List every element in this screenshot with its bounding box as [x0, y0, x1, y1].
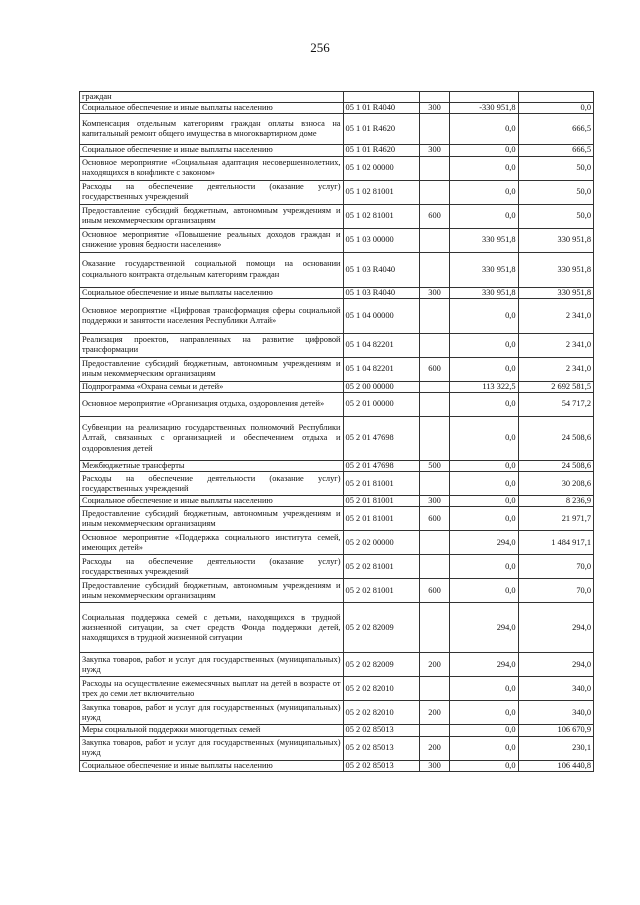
row-type-cell: [419, 333, 449, 357]
row-name-cell: Социальное обеспечение и иные выплаты населению: [80, 103, 344, 114]
row-name-cell: граждан: [80, 92, 344, 103]
row-name-cell: Основное мероприятие «Социальная адаптация несовершеннолетних, находящихся в конфликте с законом»: [80, 156, 344, 180]
row-code-cell: 05 1 04 82201: [343, 357, 419, 381]
row-value-1-cell: 0,0: [450, 204, 518, 228]
row-name-cell: Субвенции на реализацию государственных полномочий Республики Алтай, связанных с организацией и обеспечением отдыха и оздоровления детей: [80, 417, 344, 461]
row-code-cell: 05 1 01 R4620: [343, 145, 419, 156]
row-type-cell: [419, 298, 449, 333]
row-type-cell: [419, 603, 449, 653]
row-code-cell: 05 1 01 R4620: [343, 114, 419, 145]
row-code-cell: 05 2 01 00000: [343, 393, 419, 417]
row-type-cell: 200: [419, 653, 449, 677]
row-value-2-cell: 2 341,0: [518, 298, 593, 333]
table-row: [80, 114, 594, 145]
row-value-2-cell: 2 341,0: [518, 333, 593, 357]
table-row: [80, 701, 594, 725]
table-row: [80, 333, 594, 357]
row-value-1-cell: 0,0: [450, 461, 518, 472]
row-value-1-cell: 0,0: [450, 333, 518, 357]
table-row: [80, 579, 594, 603]
page-number: 256: [310, 40, 330, 55]
row-code-cell: 05 1 03 R4040: [343, 287, 419, 298]
row-type-cell: [419, 393, 449, 417]
table-row: [80, 725, 594, 736]
row-value-2-cell: 330 951,8: [518, 252, 593, 287]
row-value-1-cell: 0,0: [450, 736, 518, 760]
table-row: [80, 496, 594, 507]
row-name-cell: Предоставление субсидий бюджетным, автономным учреждениям и иным некоммерческим организациям: [80, 579, 344, 603]
row-type-cell: [419, 114, 449, 145]
row-value-2-cell: 2 341,0: [518, 357, 593, 381]
row-type-cell: 600: [419, 579, 449, 603]
table-row: [80, 252, 594, 287]
row-value-1-cell: -330 951,8: [450, 103, 518, 114]
row-name-cell: Закупка товаров, работ и услуг для государственных (муниципальных) нужд: [80, 653, 344, 677]
row-code-cell: 05 2 00 00000: [343, 381, 419, 392]
row-code-cell: 05 2 01 81001: [343, 507, 419, 531]
row-code-cell: 05 1 02 81001: [343, 204, 419, 228]
row-value-1-cell: 0,0: [450, 555, 518, 579]
row-name-cell: Межбюджетные трансферты: [80, 461, 344, 472]
row-type-cell: [419, 417, 449, 461]
row-value-1-cell: [450, 92, 518, 103]
row-value-1-cell: 0,0: [450, 180, 518, 204]
row-value-1-cell: 0,0: [450, 417, 518, 461]
row-value-2-cell: 50,0: [518, 204, 593, 228]
row-value-2-cell: 2 692 581,5: [518, 381, 593, 392]
row-type-cell: [419, 381, 449, 392]
table-row: [80, 760, 594, 771]
row-type-cell: [419, 555, 449, 579]
row-value-1-cell: 0,0: [450, 579, 518, 603]
row-code-cell: 05 2 02 85013: [343, 725, 419, 736]
row-type-cell: [419, 472, 449, 496]
row-name-cell: Расходы на осуществление ежемесячных выплат на детей в возрасте от трех до семи лет включительно: [80, 677, 344, 701]
row-type-cell: 300: [419, 145, 449, 156]
row-name-cell: Социальное обеспечение и иные выплаты населению: [80, 496, 344, 507]
row-value-2-cell: 340,0: [518, 701, 593, 725]
table-row: [80, 507, 594, 531]
row-value-2-cell: 330 951,8: [518, 228, 593, 252]
row-code-cell: 05 2 02 82009: [343, 603, 419, 653]
table-row: [80, 204, 594, 228]
row-value-1-cell: 0,0: [450, 507, 518, 531]
row-name-cell: Социальное обеспечение и иные выплаты населению: [80, 287, 344, 298]
row-value-2-cell: 24 508,6: [518, 461, 593, 472]
row-value-2-cell: 666,5: [518, 145, 593, 156]
row-name-cell: Расходы на обеспечение деятельности (оказание услуг) государственных учреждений: [80, 555, 344, 579]
row-name-cell: Подпрограмма «Охрана семьи и детей»: [80, 381, 344, 392]
row-code-cell: 05 1 02 00000: [343, 156, 419, 180]
row-value-2-cell: 70,0: [518, 579, 593, 603]
row-name-cell: Основное мероприятие «Цифровая трансформация сферы социальной поддержки и занятости населения Республики Алтай»: [80, 298, 344, 333]
row-value-1-cell: 0,0: [450, 393, 518, 417]
row-type-cell: [419, 92, 449, 103]
row-value-1-cell: 0,0: [450, 725, 518, 736]
row-type-cell: [419, 180, 449, 204]
row-value-2-cell: 666,5: [518, 114, 593, 145]
row-type-cell: 200: [419, 701, 449, 725]
row-name-cell: Оказание государственной социальной помощи на основании социального контракта отдельным категориям граждан: [80, 252, 344, 287]
row-value-2-cell: 340,0: [518, 677, 593, 701]
table-row: [80, 653, 594, 677]
row-value-2-cell: 230,1: [518, 736, 593, 760]
row-type-cell: [419, 531, 449, 555]
row-value-1-cell: 0,0: [450, 472, 518, 496]
row-value-2-cell: 106 440,8: [518, 760, 593, 771]
row-name-cell: Основное мероприятие «Организация отдыха, оздоровления детей»: [80, 393, 344, 417]
row-name-cell: Расходы на обеспечение деятельности (оказание услуг) государственных учреждений: [80, 472, 344, 496]
row-value-1-cell: 0,0: [450, 145, 518, 156]
row-name-cell: Предоставление субсидий бюджетным, автономным учреждениям и иным некоммерческим организациям: [80, 507, 344, 531]
row-type-cell: 600: [419, 357, 449, 381]
row-code-cell: 05 1 03 R4040: [343, 252, 419, 287]
row-type-cell: 300: [419, 287, 449, 298]
row-name-cell: Меры социальной поддержки многодетных семей: [80, 725, 344, 736]
row-code-cell: 05 2 02 81001: [343, 579, 419, 603]
row-type-cell: 200: [419, 736, 449, 760]
row-name-cell: Социальное обеспечение и иные выплаты населению: [80, 145, 344, 156]
table-row: [80, 417, 594, 461]
row-type-cell: [419, 677, 449, 701]
row-code-cell: 05 2 02 85013: [343, 760, 419, 771]
row-code-cell: 05 2 02 82010: [343, 677, 419, 701]
table-row: [80, 145, 594, 156]
row-name-cell: Расходы на обеспечение деятельности (оказание услуг) государственных учреждений: [80, 180, 344, 204]
row-value-1-cell: 0,0: [450, 357, 518, 381]
row-code-cell: 05 1 01 R4040: [343, 103, 419, 114]
row-value-2-cell: 8 236,9: [518, 496, 593, 507]
row-value-2-cell: 70,0: [518, 555, 593, 579]
table-row: [80, 180, 594, 204]
table-row: [80, 357, 594, 381]
row-type-cell: 600: [419, 204, 449, 228]
table-row: [80, 603, 594, 653]
row-value-2-cell: 0,0: [518, 103, 593, 114]
row-name-cell: Закупка товаров, работ и услуг для государственных (муниципальных) нужд: [80, 701, 344, 725]
row-value-1-cell: 330 951,8: [450, 228, 518, 252]
table-row: [80, 461, 594, 472]
row-code-cell: 05 2 02 85013: [343, 736, 419, 760]
row-value-2-cell: 1 484 917,1: [518, 531, 593, 555]
row-code-cell: [343, 92, 419, 103]
row-code-cell: 05 2 02 82010: [343, 701, 419, 725]
row-value-1-cell: 0,0: [450, 114, 518, 145]
row-code-cell: 05 2 02 00000: [343, 531, 419, 555]
row-type-cell: [419, 156, 449, 180]
row-code-cell: 05 2 01 81001: [343, 496, 419, 507]
row-code-cell: 05 2 02 82009: [343, 653, 419, 677]
row-name-cell: Закупка товаров, работ и услуг для государственных (муниципальных) нужд: [80, 736, 344, 760]
row-name-cell: Основное мероприятие «Поддержка социального института семей, имеющих детей»: [80, 531, 344, 555]
row-value-1-cell: 330 951,8: [450, 252, 518, 287]
row-code-cell: 05 1 02 81001: [343, 180, 419, 204]
row-code-cell: 05 2 01 47698: [343, 417, 419, 461]
row-value-1-cell: 0,0: [450, 496, 518, 507]
row-value-2-cell: 50,0: [518, 180, 593, 204]
row-value-1-cell: 0,0: [450, 760, 518, 771]
row-name-cell: Социальное обеспечение и иные выплаты населению: [80, 760, 344, 771]
row-name-cell: Основное мероприятие «Повышение реальных доходов граждан и снижение уровня бедности населения»: [80, 228, 344, 252]
budget-table: [79, 91, 594, 772]
row-value-2-cell: 330 951,8: [518, 287, 593, 298]
table-row: [80, 156, 594, 180]
row-code-cell: 05 2 02 81001: [343, 555, 419, 579]
row-value-2-cell: 50,0: [518, 156, 593, 180]
table-row: [80, 381, 594, 392]
row-name-cell: Реализация проектов, направленных на развитие цифровой трансформации: [80, 333, 344, 357]
table-row: [80, 472, 594, 496]
row-type-cell: [419, 228, 449, 252]
row-name-cell: Компенсация отдельным категориям граждан оплаты взноса на капитальный ремонт общего имущества в многоквартирном доме: [80, 114, 344, 145]
row-type-cell: 500: [419, 461, 449, 472]
row-value-1-cell: 0,0: [450, 298, 518, 333]
row-value-1-cell: 330 951,8: [450, 287, 518, 298]
row-value-2-cell: 294,0: [518, 603, 593, 653]
row-name-cell: Социальная поддержка семей с детьми, находящихся в трудной жизненной ситуации, за счет средств Фонда поддержки детей, находящихся в трудной жизненной ситуации: [80, 603, 344, 653]
row-value-2-cell: 106 670,9: [518, 725, 593, 736]
row-value-2-cell: 21 971,7: [518, 507, 593, 531]
table-row: [80, 677, 594, 701]
table-row: [80, 287, 594, 298]
row-value-1-cell: 294,0: [450, 653, 518, 677]
row-type-cell: 300: [419, 760, 449, 771]
row-value-2-cell: 54 717,2: [518, 393, 593, 417]
table-row: [80, 555, 594, 579]
table-row: [80, 103, 594, 114]
row-code-cell: 05 1 04 00000: [343, 298, 419, 333]
row-value-1-cell: 294,0: [450, 603, 518, 653]
table-row: [80, 228, 594, 252]
row-code-cell: 05 1 03 00000: [343, 228, 419, 252]
table-row: [80, 531, 594, 555]
table-row: [80, 298, 594, 333]
row-type-cell: [419, 725, 449, 736]
row-type-cell: 300: [419, 103, 449, 114]
row-value-1-cell: 0,0: [450, 156, 518, 180]
row-code-cell: 05 1 04 82201: [343, 333, 419, 357]
row-value-2-cell: 294,0: [518, 653, 593, 677]
row-type-cell: 300: [419, 496, 449, 507]
row-code-cell: 05 2 01 81001: [343, 472, 419, 496]
row-value-1-cell: 294,0: [450, 531, 518, 555]
row-name-cell: Предоставление субсидий бюджетным, автономным учреждениям и иным некоммерческим организациям: [80, 357, 344, 381]
row-type-cell: 600: [419, 507, 449, 531]
row-value-2-cell: 30 208,6: [518, 472, 593, 496]
row-value-1-cell: 0,0: [450, 701, 518, 725]
row-name-cell: Предоставление субсидий бюджетным, автономным учреждениям и иным некоммерческим организациям: [80, 204, 344, 228]
row-value-2-cell: [518, 92, 593, 103]
row-value-1-cell: 113 322,5: [450, 381, 518, 392]
table-row: [80, 393, 594, 417]
row-type-cell: [419, 252, 449, 287]
row-value-2-cell: 24 508,6: [518, 417, 593, 461]
row-value-1-cell: 0,0: [450, 677, 518, 701]
table-row: [80, 92, 594, 103]
row-code-cell: 05 2 01 47698: [343, 461, 419, 472]
table-row: [80, 736, 594, 760]
